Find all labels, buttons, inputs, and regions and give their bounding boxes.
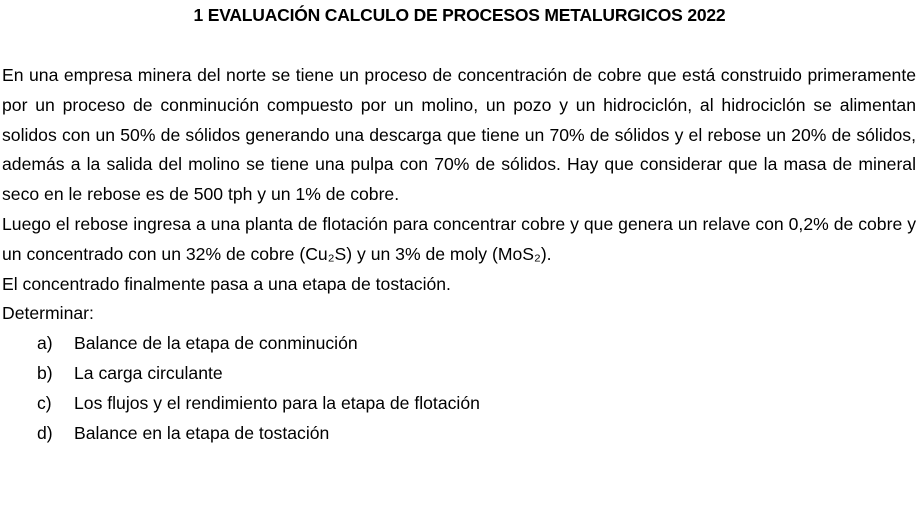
question-text: Los flujos y el rendimiento para la etapa de flotación [74,392,480,413]
paragraph-process-description: En una empresa minera del norte se tiene un proceso de concentración de cobre que está construido primeramente por un proceso de conminución compuesto por un molino, un pozo y un hidrociclón, al hidrociclón se alimentan solidos con un 50% de sólidos generando una descarga que tiene un 70% de sólidos y el rebose un 20% de sólidos, además a la salida del molino se tiene una pulpa con 70% de sólidos. Hay que considerar que la masa de mineral seco en le rebose es de 500 tph y un 1% de cobre. [2,65,916,205]
paragraph-flotation: Luego el rebose ingresa a una planta de flotación para concentrar cobre y que genera un relave con 0,2% de cobre y un concentrado con un 32% de cobre (Cu₂S) y un 3% de moly (MoS₂). [2,213,916,264]
question-letter: b) [37,362,53,383]
question-item [2,419,916,449]
question-letter: d) [37,422,53,443]
question-item [2,359,916,389]
document-title: 1 EVALUACIÓN CALCULO DE PROCESOS METALURGICOS 2022 [193,5,726,25]
questions-list [2,329,916,448]
question-item [2,329,916,359]
question-letter: a) [37,333,53,354]
paragraph-roasting: El concentrado finalmente pasa a una etapa de tostación. [2,273,451,294]
question-text: Balance en la etapa de tostación [74,422,330,443]
question-letter: c) [37,392,52,413]
question-item [2,389,916,419]
question-text: Balance de la etapa de conminución [74,333,358,354]
questions-prompt: Determinar: [2,303,94,324]
question-text: La carga circulante [74,362,223,383]
document-body [2,61,916,448]
